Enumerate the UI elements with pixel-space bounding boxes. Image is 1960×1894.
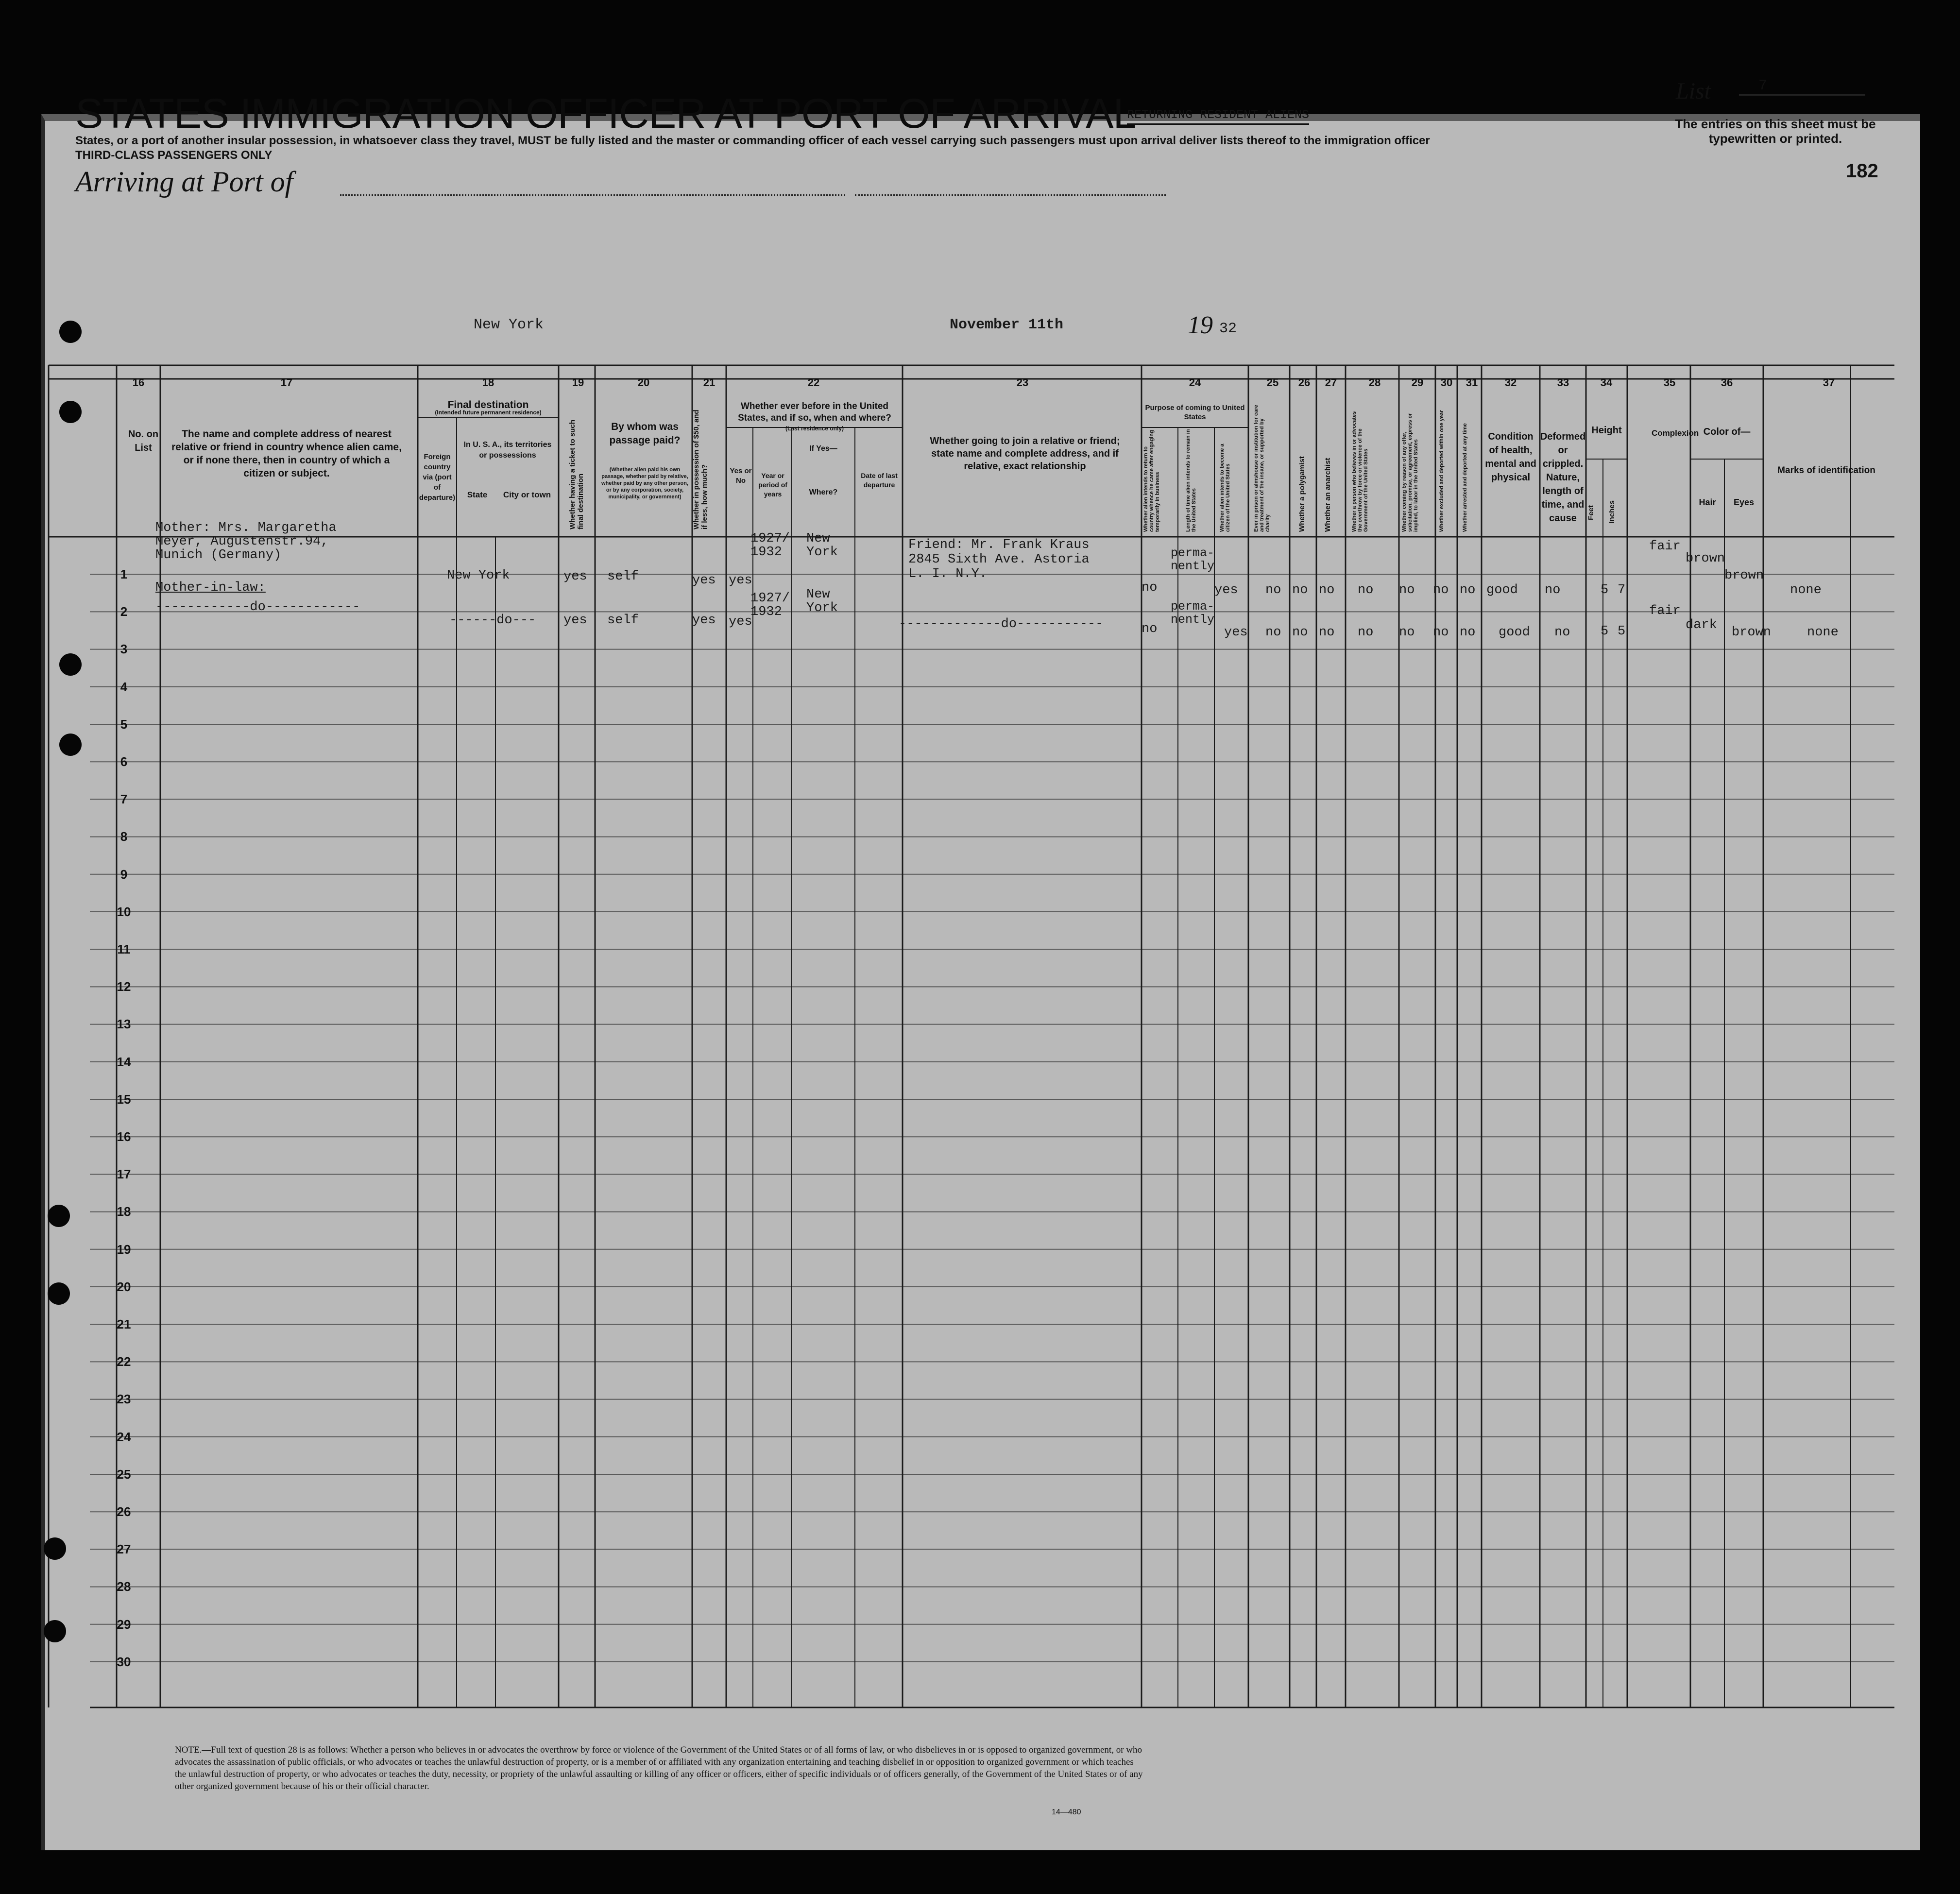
page-number: 182 xyxy=(1846,160,1878,182)
row-number: 15 xyxy=(117,1092,131,1107)
row1-q30: no xyxy=(1433,583,1449,597)
row1-q31: no xyxy=(1460,583,1476,597)
header-complexion: Complexion xyxy=(1652,428,1699,438)
header-city: City or town xyxy=(503,490,551,499)
row1-feet: 5 xyxy=(1601,583,1609,597)
row-number: 22 xyxy=(117,1354,131,1369)
list-label: List xyxy=(1676,78,1711,104)
row1-ever-before: yes xyxy=(729,573,752,588)
row-number: 28 xyxy=(117,1579,131,1594)
row1-inches: 7 xyxy=(1618,583,1626,597)
row2-years: 1927/ 1932 xyxy=(750,591,790,619)
row-number: 27 xyxy=(117,1542,131,1557)
punch-hole xyxy=(44,1620,66,1642)
row2-paid-by: self xyxy=(607,613,639,628)
punch-hole xyxy=(48,1282,70,1305)
header-feet: Feet xyxy=(1587,505,1595,520)
header-health: Condition of health, mental and physical xyxy=(1485,431,1536,483)
header-foreign-country: Foreign country via (port of departure) xyxy=(419,453,456,502)
row2-q28: no xyxy=(1358,625,1374,640)
row2-joining: -------------do----------- xyxy=(899,617,1104,631)
row1-intends-return: no xyxy=(1142,580,1158,595)
column-number: 21 xyxy=(703,376,716,389)
row-number: 4 xyxy=(120,679,128,694)
header-purpose-length: Length of time alien intends to remain in the United States xyxy=(1185,429,1197,532)
column-number: 27 xyxy=(1325,376,1337,389)
row-number: 9 xyxy=(120,867,128,882)
row-number: 24 xyxy=(117,1429,131,1444)
header-by-whom: By whom was passage paid? xyxy=(609,421,681,446)
row-number: 25 xyxy=(117,1467,131,1482)
header-height: Height xyxy=(1591,425,1622,436)
row2-polygamist: no xyxy=(1292,625,1308,640)
header-eyes: Eyes xyxy=(1733,497,1755,507)
column-number: 31 xyxy=(1466,376,1478,389)
header-joining: Whether going to join a relative or friend; state name and complete address, and if relative, exact relationship xyxy=(930,436,1120,472)
column-number: 30 xyxy=(1440,376,1453,389)
header-deformed: Deformed or crippled. Nature, length of time, and cause xyxy=(1540,431,1586,524)
header-year-period: Year or period of years xyxy=(758,472,787,498)
column-number: 22 xyxy=(807,376,820,389)
row2-hair: dark xyxy=(1686,618,1717,632)
row1-joining xyxy=(908,538,1090,581)
column-number: 25 xyxy=(1266,376,1279,389)
punch-hole xyxy=(48,1205,70,1227)
header-final-destination-sub: (Intended future permanent residence) xyxy=(435,409,542,416)
column-number: 17 xyxy=(280,376,293,389)
row1-relative xyxy=(155,521,337,562)
row1-joining-line: Friend: Mr. Frank Kraus xyxy=(908,538,1090,552)
port-value: New York xyxy=(474,317,544,333)
row-number: 23 xyxy=(117,1392,131,1407)
header-marks: Marks of identification xyxy=(1777,465,1875,476)
row1-length-stay: perma- nently xyxy=(1171,546,1215,573)
header-in-usa: In U. S. A., its territories or possessions xyxy=(463,441,552,460)
row-number: 2 xyxy=(120,604,128,619)
column-number: 36 xyxy=(1721,376,1733,389)
row-number: 19 xyxy=(117,1242,131,1257)
row-number: 14 xyxy=(117,1054,131,1069)
arriving-label: Arriving at Port of xyxy=(75,166,293,198)
header-ticket: Whether having a ticket to such final destination xyxy=(568,420,585,529)
row-number: 5 xyxy=(120,717,128,732)
column-number: 29 xyxy=(1411,376,1424,389)
row2-eyes: brown xyxy=(1732,625,1772,640)
header-polygamist: Whether a polygamist xyxy=(1298,456,1306,532)
row2-where: New York xyxy=(806,587,838,615)
row-number: 29 xyxy=(117,1617,131,1632)
header-q28: Whether a person who believes in or advocates the overthrow by force or violence of the Government of the United States xyxy=(1351,411,1369,532)
header-where: Where? xyxy=(809,488,838,496)
header-yes-no: Yes or No xyxy=(730,467,752,485)
row1-deformed: no xyxy=(1545,583,1561,597)
footer-note: NOTE.—Full text of question 28 is as follows: Whether a person who believes in or advocates the overthrow by force or violence of the Government of the United States or of all forms of law, or who disbelieves in or is opposed to organized government, or who advocates the assassination of public officials, or who advocates or teaches the unlawful destruction of property, or is a member of or affiliated with any organization entertaining and teaching disbelief in or opposition to organized government or which teaches the unlawful destruction of property, or who advocates or teaches the duty, necessity, or propriety of the unlawful assaulting or killing of any officer or officers, either of specific individuals or of officers generally, of the Government of the United States or of any other organized government because of his or their official character. xyxy=(175,1745,1143,1792)
header-hair: Hair xyxy=(1699,497,1716,507)
row2-q30: no xyxy=(1433,625,1449,640)
header-state: State xyxy=(467,490,488,499)
row1-hair: brown xyxy=(1686,551,1725,566)
date-value: November 11th xyxy=(950,317,1064,333)
row2-inches: 5 xyxy=(1618,624,1626,639)
column-number: 35 xyxy=(1663,376,1676,389)
column-number: 24 xyxy=(1189,376,1201,389)
header-if-yes: If Yes— xyxy=(809,444,837,453)
row2-relative xyxy=(155,578,360,617)
year-suffix: 32 xyxy=(1219,321,1237,337)
column-number: 32 xyxy=(1504,376,1517,389)
header-purpose: Purpose of coming to United States xyxy=(1145,404,1245,421)
typewritten-instruction: The entries on this sheet must be typewritten or printed. xyxy=(1675,117,1876,146)
punch-hole xyxy=(44,1537,66,1560)
row2-q31: no xyxy=(1460,625,1476,640)
row2-marks: none xyxy=(1807,625,1839,640)
row-number: 8 xyxy=(120,829,128,844)
header-inches: Inches xyxy=(1608,500,1616,524)
row2-relative-line: Mother-in-law: xyxy=(155,580,266,595)
column-number: 18 xyxy=(482,376,494,389)
header-relative: The name and complete address of nearest relative or friend in country whence alien came, or if none there, then in country of which a citizen or subject. xyxy=(171,428,402,479)
header-possession: Whether in possession of $50, and if less, how much? xyxy=(692,410,709,529)
row1-state: New York xyxy=(447,568,510,583)
punch-hole xyxy=(59,401,82,423)
header-anarchist: Whether an anarchist xyxy=(1324,458,1332,532)
row2-intends-return: no xyxy=(1142,622,1158,636)
row1-complexion: fair xyxy=(1649,539,1681,554)
instruction-line-2: THIRD-CLASS PASSENGERS ONLY xyxy=(75,149,273,162)
row1-paid-by: self xyxy=(607,569,639,584)
header-ever-before-sub: (Last residence only) xyxy=(785,425,844,432)
row1-relative-line: Meyer, Augustenstr.94, xyxy=(155,534,329,549)
year-prefix: 19 xyxy=(1188,311,1213,339)
row2-feet: 5 xyxy=(1601,624,1609,639)
header-q29: Whether coming by reason of any offer, solicitation, promise, or agreement, express or implied, to labor in the United States xyxy=(1401,413,1419,532)
row-number: 1 xyxy=(120,567,128,581)
row1-joining-line: 2845 Sixth Ave. Astoria xyxy=(908,552,1090,567)
header-color-of: Color of— xyxy=(1703,427,1751,437)
instruction-line-1: States, or a port of another insular possession, in whatsoever class they travel, MUST be fully listed and the master or commanding officer of each vessel carrying such passengers must upon arrival deliver lists thereof to the immigration officer xyxy=(75,134,1430,147)
header-purpose-citizen: Whether alien intends to become a citizen of the United States xyxy=(1219,444,1231,532)
row1-where: New York xyxy=(806,531,838,560)
row-number: 21 xyxy=(117,1317,131,1331)
row-number: 17 xyxy=(117,1167,131,1182)
punch-hole xyxy=(59,321,82,343)
row2-anarchist: no xyxy=(1319,625,1335,640)
row1-anarchist: no xyxy=(1319,583,1335,597)
form-number: 14—480 xyxy=(1052,1808,1081,1816)
punch-hole xyxy=(59,734,82,756)
column-number: 26 xyxy=(1298,376,1311,389)
header-purpose-return: Whether alien intends to return to country whence he came after engaging temporarily in business xyxy=(1143,430,1160,532)
row1-relative-line: Munich (Germany) xyxy=(155,548,282,563)
row-number: 3 xyxy=(120,642,128,657)
header-final-destination: Final destination xyxy=(447,399,529,410)
row-number: 30 xyxy=(117,1654,131,1669)
row1-eyes: brown xyxy=(1724,568,1764,583)
row1-joining-line: L. I. N.Y. xyxy=(908,567,988,581)
row1-q28: no xyxy=(1358,583,1374,597)
row2-deformed: no xyxy=(1554,625,1570,640)
row2-state: ------do--- xyxy=(449,613,536,628)
row1-prison: no xyxy=(1265,583,1281,597)
row2-ticket: yes xyxy=(563,613,587,628)
column-number: 20 xyxy=(637,376,650,389)
page-title: STATES IMMIGRATION OFFICER AT PORT OF ARRIVAL xyxy=(75,90,1136,137)
list-number-value: 7 xyxy=(1758,78,1768,94)
row-number: 18 xyxy=(117,1204,131,1219)
row-number: 16 xyxy=(117,1129,131,1144)
column-number: 16 xyxy=(132,376,145,389)
row1-years: 1927/ 1932 xyxy=(750,531,790,560)
row2-health: good xyxy=(1499,625,1530,640)
row-number: 13 xyxy=(117,1017,131,1032)
column-number: 34 xyxy=(1600,376,1613,389)
header-prison: Ever in prison or almshouse or institution for care and treatment of the insane, or supported by charity xyxy=(1253,405,1271,532)
row-number: 11 xyxy=(117,942,131,956)
column-number: 23 xyxy=(1016,376,1029,389)
header-q30: Whether excluded and deported within one year xyxy=(1439,410,1445,532)
row2-complexion: fair xyxy=(1649,604,1681,618)
row1-polygamist: no xyxy=(1292,583,1308,597)
header-no-on-list: No. on List xyxy=(128,429,159,453)
row-number: 26 xyxy=(117,1504,131,1519)
row-number: 20 xyxy=(117,1279,131,1294)
column-number: 28 xyxy=(1368,376,1381,389)
row-number: 12 xyxy=(117,979,131,994)
returning-resident-tag: RETURNING RESIDENT ALIENS xyxy=(1127,108,1309,125)
row1-q29: no xyxy=(1399,583,1415,597)
row2-become-citizen: yes xyxy=(1224,625,1248,640)
row-number: 7 xyxy=(120,792,128,807)
row-number: 6 xyxy=(120,754,128,769)
row2-q29: no xyxy=(1399,625,1415,640)
column-number: 19 xyxy=(572,376,584,389)
header-q31: Whether arrested and deported at any time xyxy=(1462,423,1468,532)
row2-length-stay: perma- nently xyxy=(1171,599,1215,627)
column-number: 37 xyxy=(1823,376,1835,389)
row1-relative-line: Mother: Mrs. Margaretha xyxy=(155,521,337,535)
punch-hole xyxy=(59,653,82,676)
row2-possession: yes xyxy=(692,613,716,628)
row1-possession: yes xyxy=(692,573,716,588)
row1-health: good xyxy=(1486,583,1518,597)
row1-marks: none xyxy=(1790,583,1822,597)
header-date-last: Date of last departure xyxy=(861,472,898,489)
row1-ticket: yes xyxy=(563,569,587,584)
column-number: 33 xyxy=(1557,376,1569,389)
row2-prison: no xyxy=(1265,625,1281,640)
row2-ever-before: yes xyxy=(729,614,752,629)
header-ever-before: Whether ever before in the United States, and if so, when and where? xyxy=(738,401,891,423)
row2-relative-line: ------------do------------ xyxy=(155,600,360,614)
row-number: 10 xyxy=(117,904,131,919)
header-by-whom-sub: (Whether alien paid his own passage, whether paid by relative, whether paid by any other person, or by any corporation, society, municipality, or government) xyxy=(601,467,689,500)
row1-become-citizen: yes xyxy=(1214,583,1238,597)
